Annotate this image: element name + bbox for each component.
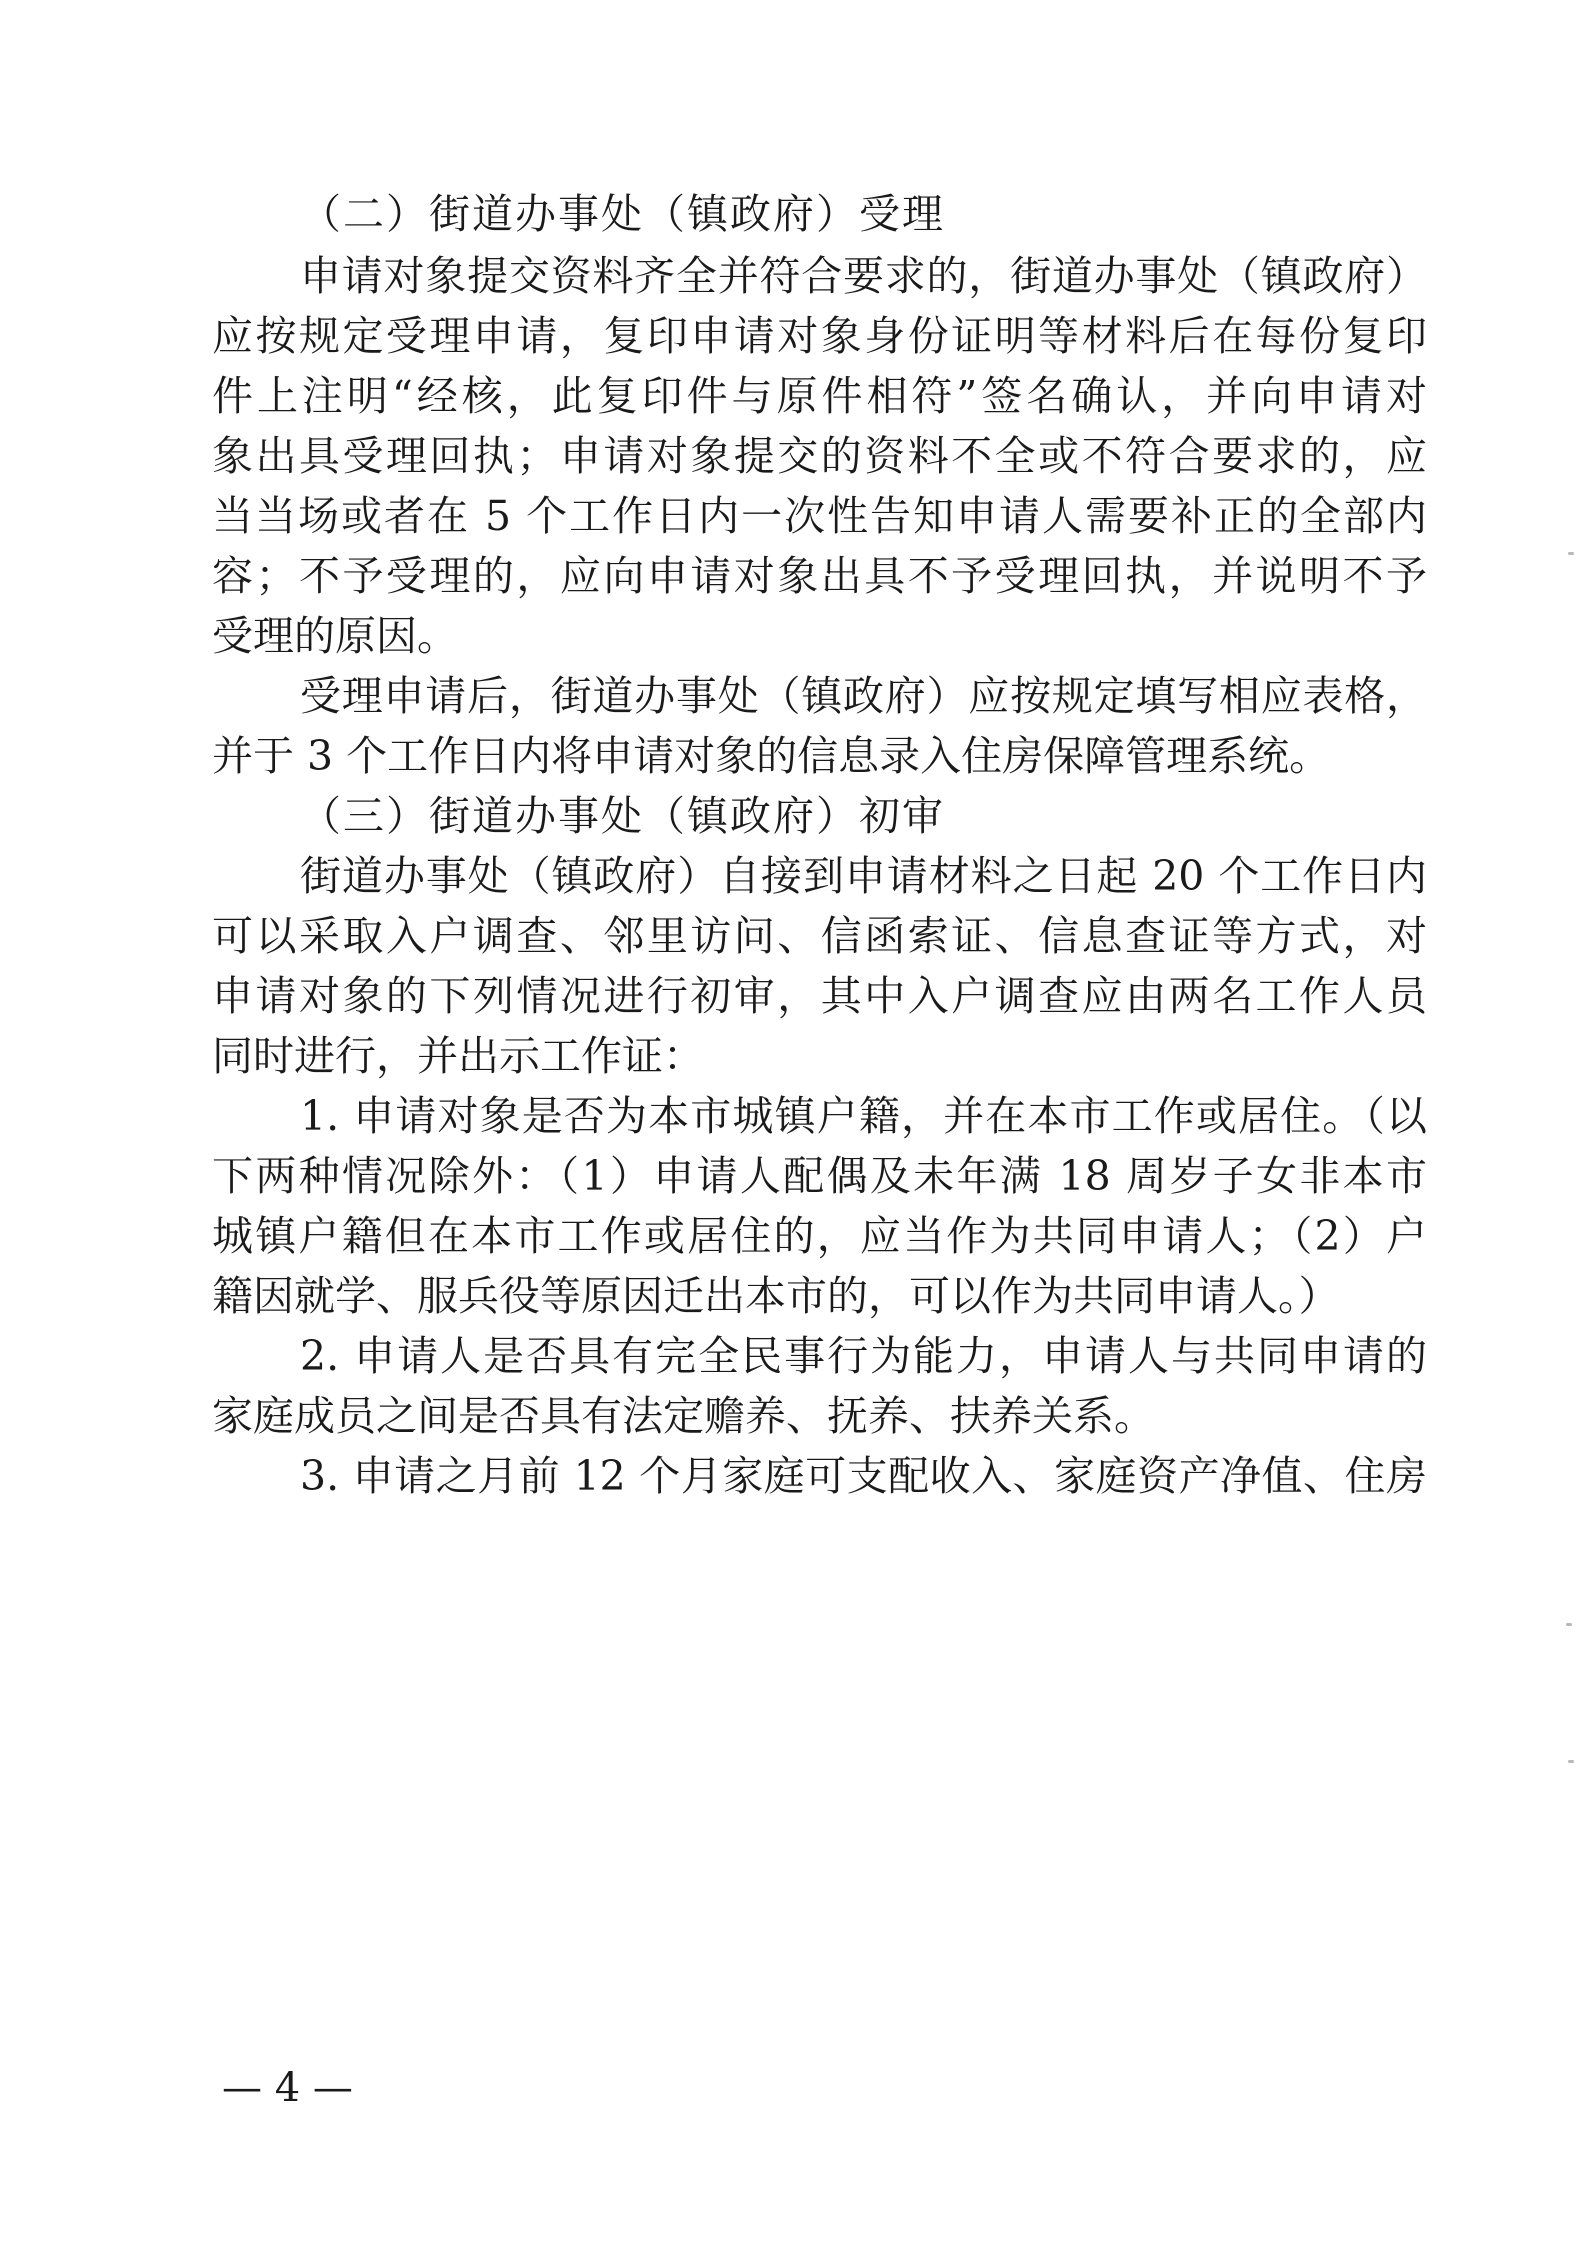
list-item-line: 1. 申请对象是否为本市城镇户籍，并在本市工作或居住。（以 [300, 1092, 1427, 1140]
scan-speck [1568, 1760, 1574, 1763]
paragraph-line: 容；不予受理的，应向申请对象出具不予受理回执，并说明不予 [212, 552, 1427, 600]
paragraph-line: 申请对象的下列情况进行初审，其中入户调查应由两名工作人员 [212, 972, 1427, 1020]
paragraph-line: 街道办事处（镇政府）自接到申请材料之日起 20 个工作日内 [300, 852, 1427, 900]
list-item-line: 城镇户籍但在本市工作或居住的，应当作为共同申请人；（2）户 [212, 1212, 1427, 1260]
paragraph-line: 象出具受理回执；申请对象提交的资料不全或不符合要求的，应 [212, 432, 1427, 480]
list-item-line: 3. 申请之月前 12 个月家庭可支配收入、家庭资产净值、住房 [300, 1452, 1427, 1500]
section-heading-acceptance: （二）街道办事处（镇政府）受理 [300, 190, 945, 238]
scan-speck [1566, 1623, 1572, 1626]
paragraph-line: 受理的原因。 [212, 612, 458, 660]
paragraph-line: 件上注明“经核，此复印件与原件相符”签名确认，并向申请对 [212, 372, 1427, 420]
list-item-line: 籍因就学、服兵役等原因迁出本市的，可以作为共同申请人。） [212, 1272, 1340, 1320]
paragraph-line: 并于 3 个工作日内将申请对象的信息录入住房保障管理系统。 [212, 732, 1331, 780]
scan-speck [1568, 552, 1574, 555]
list-item-line: 家庭成员之间是否具有法定赡养、抚养、扶养关系。 [212, 1392, 1155, 1440]
list-item-line: 下两种情况除外：（1）申请人配偶及未年满 18 周岁子女非本市 [212, 1152, 1427, 1200]
page-number: — 4 — [222, 2065, 353, 2111]
paragraph-line: 受理申请后，街道办事处（镇政府）应按规定填写相应表格， [300, 672, 1427, 720]
paragraph-line: 应按规定受理申请，复印申请对象身份证明等材料后在每份复印 [212, 312, 1427, 360]
list-item-line: 2. 申请人是否具有完全民事行为能力，申请人与共同申请的 [300, 1332, 1427, 1380]
paragraph-line: 申请对象提交资料齐全并符合要求的，街道办事处（镇政府） [300, 252, 1427, 300]
section-heading-preliminary-review: （三）街道办事处（镇政府）初审 [300, 792, 945, 840]
paragraph-line: 可以采取入户调查、邻里访问、信函索证、信息查证等方式，对 [212, 912, 1427, 960]
paragraph-line: 同时进行，并出示工作证： [212, 1032, 704, 1080]
paragraph-line: 当当场或者在 5 个工作日内一次性告知申请人需要补正的全部内 [212, 492, 1427, 540]
